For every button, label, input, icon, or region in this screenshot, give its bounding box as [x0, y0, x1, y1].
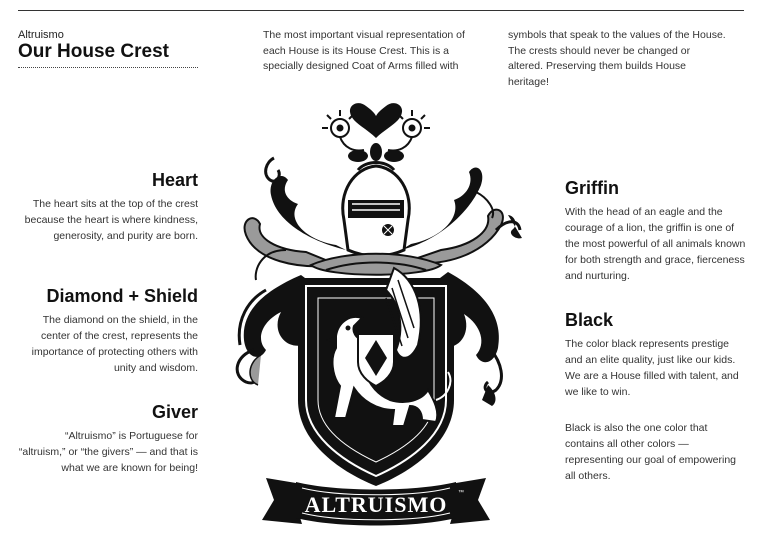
leaves-under-heart [348, 143, 404, 162]
section-giver-title: Giver [151, 402, 198, 422]
section-giver [16, 402, 198, 476]
section-heart [16, 170, 198, 244]
section-heart-body: The heart sits at the top of the crest because the heart is where kindness, generosity, and purity are born. [24, 198, 198, 242]
top-rule [18, 10, 744, 11]
section-griffin-body: With the head of an eagle and the courage of a lion, the griffin is one of the most powerful of all animals known for both strength and grace, fierceness and nurturing. [565, 206, 746, 282]
banner-text: ALTRUISMO [304, 492, 448, 517]
section-diamond-shield-body: The diamond on the shield, in the center of the crest, represents the importance of protecting others with unity and wisdom. [31, 314, 198, 374]
trademark-mark: ™ [458, 490, 464, 496]
section-diamond-shield-title: Diamond + Shield [46, 286, 198, 306]
helmet-icon [343, 163, 410, 257]
intro-text-column-2: symbols that speak to the values of the House. The crests should never be changed or altered. Preserving them builds House heritage! [508, 29, 726, 88]
section-giver-body: “Altruismo” is Portuguese for “altruism,” or “the givers” — and that is what we are known for being! [18, 430, 198, 474]
house-name-kicker: Altruismo [18, 29, 64, 41]
intro-text-column-1: The most important visual representation of each House is its House Crest. This is a specially designed Coat of Arms filled with [263, 29, 465, 72]
house-crest [226, 100, 526, 540]
section-griffin [565, 178, 747, 284]
heart-icon [350, 103, 402, 138]
section-griffin-title: Griffin [565, 178, 619, 198]
page-title: Our House Crest [18, 41, 198, 68]
section-black-note: Black is also the one color that contains all other colors — representing our goal of empowering all others. [565, 422, 737, 482]
section-black-title: Black [565, 310, 614, 330]
section-black [565, 310, 747, 400]
section-diamond-shield [16, 286, 198, 376]
section-heart-title: Heart [151, 170, 198, 190]
section-black-body: The color black represents prestige and an elite quality, just like our kids. We are a House filled with talent, and we like to win. [565, 338, 739, 398]
